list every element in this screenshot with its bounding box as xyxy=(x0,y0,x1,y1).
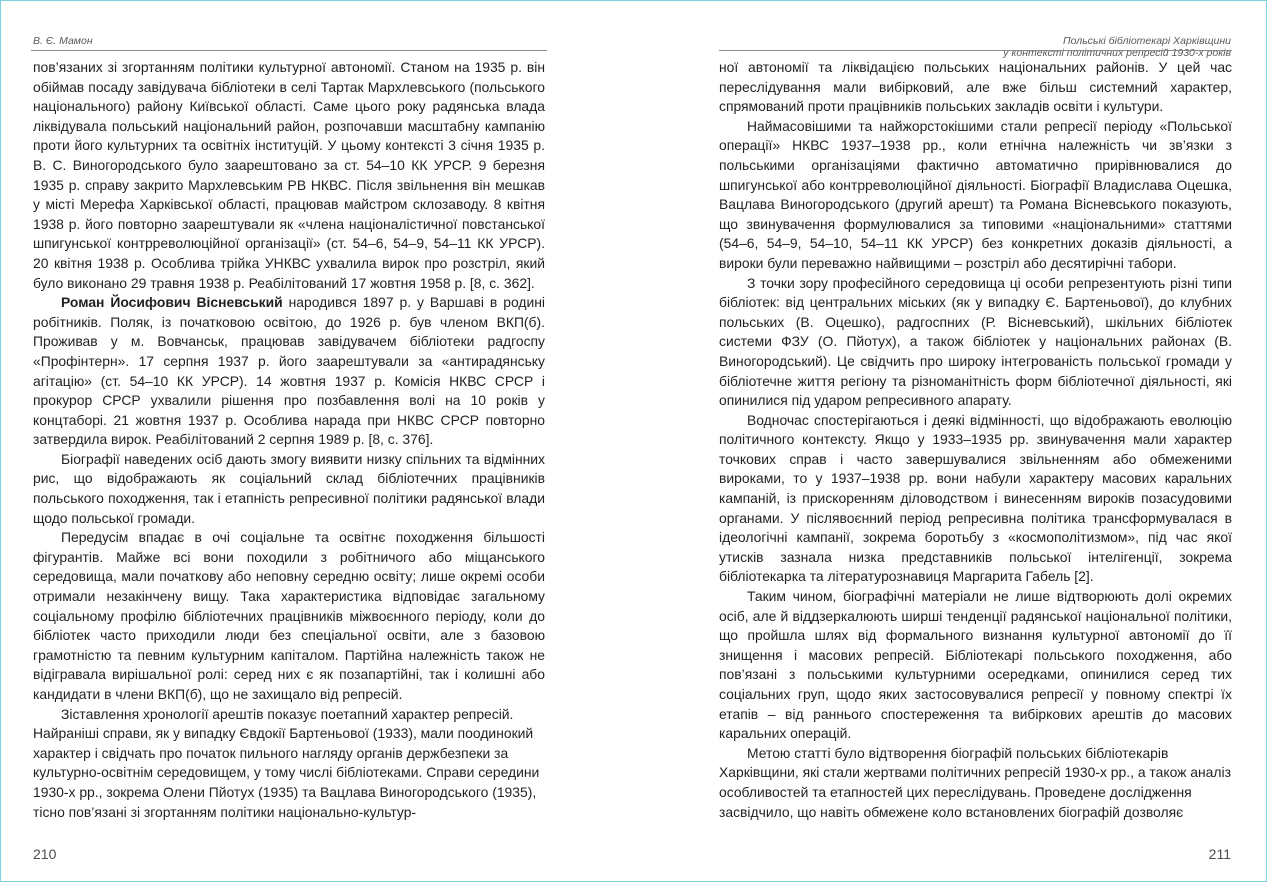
right-page xyxy=(634,1,1266,881)
paragraph-text: Водночас спостерігаються і деякі відмінності, що відображають еволюцію політичного контексту. Якщо у 1933–1935 рр. звинувачення мали характер точкових справ і часто завершувалися звільненням або обмеженими вироками, то у 1937–1938 рр. вони набули характеру масових каральних кампаній, із прискоренням діловодством і винесенням вироків позасудовими органами. У післявоєнний період репресивна політика трансформувалася в ідеологічні кампанії, зокрема боротьбу з «космополітизмом», під час якої утисків зазнала низка представників польської інтелігенції, зокрема бібліотекарка та літературознавиця Маргарита Габель [2]. xyxy=(719,411,1232,585)
right-paragraph-5 xyxy=(719,587,1232,744)
right-paragraph-2 xyxy=(719,117,1232,274)
header-rule xyxy=(31,50,547,51)
header-title-line2: у контексті політичних репресій 1930-х років xyxy=(1003,47,1231,59)
right-paragraph-1 xyxy=(719,58,1232,117)
right-paragraph-3 xyxy=(719,274,1232,411)
right-paragraph-6 xyxy=(719,744,1232,822)
paragraph-text: ної автономії та ліквідацією польських національних районів. У цей час переслідування мали вибірковий, але вже більш системний характер, спрямований проти працівників польських закладів освіти і культури. xyxy=(719,59,1232,115)
right-paragraph-4 xyxy=(719,411,1232,587)
left-paragraph-1 xyxy=(33,58,545,293)
paragraph-text: Зіставлення хронології арештів показує поетапний характер репресій. Найраніші справи, як у випадку Євдокії Бартеньової (1933), мали поодинокий характер і свідчать про початок пильного нагляду органів держбезпеки за культурно-освітнім середовищем, у тому числі бібліотеками. Справи середини 1930-х рр., зокрема Олени Пйотух (1935) та Вацлава Виногородського (1935), тісно пов’язані зі згортанням політики національно-культур- xyxy=(33,705,540,820)
page-number: 210 xyxy=(33,846,57,862)
paragraph-text: Наймасовішими та найжорстокішими стали репресії періоду «Польської операції» НКВС 1937–1938 рр., коли етнічна належність чи зв’язки з польськими організаціями фактично автоматично прирівнювалися до шпигунської або контрреволюційної діяльності. Біографії Владислава Оцешка, Вацлава Виногородського (другий арешт) та Романа Вісневського показують, що звинувачення формулювалися за типовими «національними» статтями (54–6, 54–9, 54–10, 54–11 КК УРСР) без конкретних доказів діяльності, а вироки були переважно найвищими – розстріл або десятирічні табори. xyxy=(719,117,1232,271)
left-page-body xyxy=(33,58,545,822)
paragraph-text: Метою статті було відтворення біографій польських бібліотекарів Харківщини, які стали жертвами політичних репресій 1930-х рр., а також аналіз особливостей та етапностей цих переслідувань. Проведене дослідження засвідчило, що навіть обмежене коло встановлених біографій дозволяє xyxy=(719,744,1231,820)
left-paragraph-5 xyxy=(33,705,545,823)
paragraph-text: пов’язаних зі згортанням політики культурної автономії. Станом на 1935 р. він обіймав посаду завідувача бібліотеки в селі Тартак Мархлевського (польського національного) району Київської області. Саме цього року радянська влада ліквідувала польський національний район, розпочавши масштабну кампанію проти його культурних та освітніх інституцій. У цьому контексті 3 січня 1935 р. В. С. Виногородського було заарештовано за ст. 54–10 КК УРСР. 9 березня 1935 р. справу закрито Мархлевським РВ НКВС. Після звільнення він мешкав у місті Мерефа Харківської області, працював майстром склозаводу. 8 квітня 1938 р. його повторно заарештували як «члена націоналістичної повстанської шпигунської контрреволюційної організації» (ст. 54–6, 54–9, 54–11 КК УРСР). 20 квітня 1938 р. Особлива трійка УНКВС ухвалила вирок про розстріл, який було виконано 29 травня 1938 р. Реабілітований 17 жовтня 1958 р. [8, с. 362]. xyxy=(33,59,545,291)
left-paragraph-3 xyxy=(33,450,545,528)
paragraph-text: Біографії наведених осіб дають змогу виявити низку спільних та відмінних рис, що відображають як соціальний склад бібліотечних працівників польського походження, так і етапність репресивної політики радянської влади щодо польської громади. xyxy=(33,450,545,526)
running-header-author: В. Є. Мамон xyxy=(33,35,93,47)
running-header-title xyxy=(1003,35,1231,59)
header-rule xyxy=(719,50,1232,51)
right-page-body xyxy=(719,58,1232,822)
paragraph-text: народився 1897 р. у Варшаві в родині робітників. Поляк, із початковою освітою, до 1926 р. був членом ВКП(б). Проживав у м. Вовчанськ, працював завідувачем бібліотеки радгоспу «Профінтерн». 17 серпня 1937 р. його заарештували за «антирадянську агітацію» (ст. 54–10 КК УРСР). 14 жовтня 1937 р. Комісія НКВС СРСР і прокурор СРСР ухвалили рішення про позбавлення волі на 10 років у концтаборі. 21 жовтня 1937 р. Особлива нарада при НКВС СРСР повторно затвердила вирок. Реабілітований 2 серпня 1989 р. [8, с. 376]. xyxy=(33,294,545,448)
left-page xyxy=(1,1,634,881)
paragraph-text: Передусім впадає в очі соціальне та освітнє походження більшості фігурантів. Майже всі вони походили з робітничого або міщанського середовища, мали початкову або неповну середню освіту; лише окремі особи отримали незакінчену вищу. Така характеристика відповідає загальному соціальному профілю бібліотечних працівників міжвоєнного періоду, коли до бібліотек часто приходили люди без спеціальної освіти, але з базовою грамотністю та певним культурним капіталом. Партійна належність також не відігравала вирішальної ролі: серед них є як позапартійні, так і колишні або кандидати в члени ВКП(б), що не захищало від репресій. xyxy=(33,529,545,702)
left-paragraph-4 xyxy=(33,528,545,704)
person-name: Роман Йосифович Вісневський xyxy=(61,294,283,311)
page-number: 211 xyxy=(1208,846,1231,862)
paragraph-text: З точки зору професійного середовища ці особи репрезентують різні типи бібліотек: від центральних міських (як у випадку Є. Бартеньової), до клубних польських (В. Оцешко), радгоспних (Р. Вісневський), шкільних бібліотек системи ФЗУ (О. Пйотух), а також бібліотек у національних районах (В. Виногородський). Це свідчить про широку інтегрованість польської громади у бібліотечне життя регіону та різноманітність форм бібліотечної діяльності, які опинилися під ударом репресивного апарату. xyxy=(719,274,1232,409)
left-paragraph-2 xyxy=(33,293,545,450)
header-title-line1: Польські бібліотекарі Харківщини xyxy=(1063,35,1231,47)
paragraph-text: Таким чином, біографічні матеріали не лише відтворюють долі окремих осіб, але й віддзеркалюють ширші тенденції радянської національної політики, що пройшла шлях від формального визнання культурної автономії до її знищення і масових репресій. Бібліотекарі польського походження, або пов’язані з польськими культурними осередками, опинилися серед тих соціальних груп, щодо яких застосовувалися репресії у повному спектрі їх етапів – від раннього спостереження та вибіркових арештів до масових каральних операцій. xyxy=(719,588,1232,742)
